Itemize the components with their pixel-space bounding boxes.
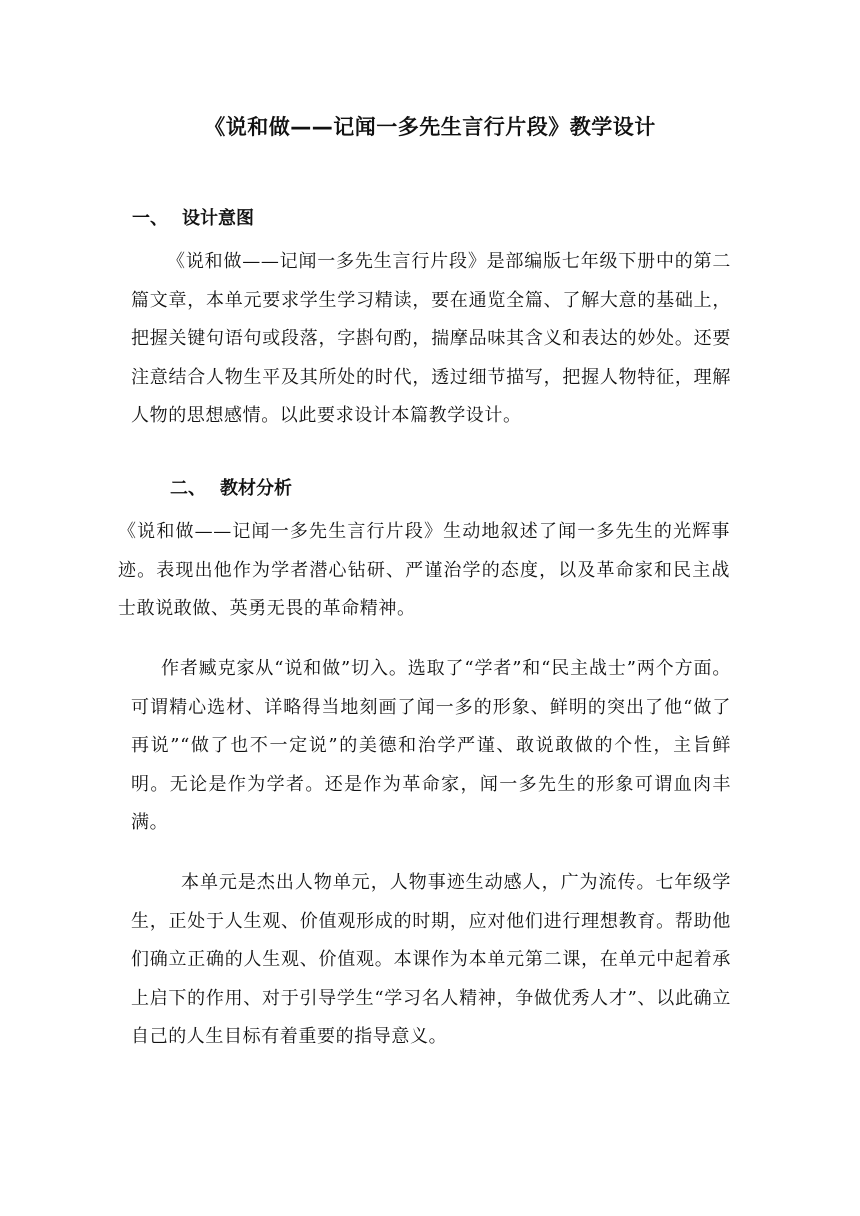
section-number: 一、 <box>132 208 168 229</box>
section-heading-text: 教材分析 <box>220 478 292 499</box>
section-heading-material-analysis <box>170 474 292 504</box>
paragraph-material-analysis-2: 作者臧克家从“说和做”切入。选取了“学者”和“民主战士”两个方面。可谓精心选材、详略得当地刻画了闻一多的形象、鲜明的突出了他“做了再说”“做了也不一定说”的美德和治学严谨、敢说敢做的个性，主旨鲜明。无论是作为学者。还是作为革命家，闻一多先生的形象可谓血肉丰满。 <box>131 658 731 833</box>
section-number: 二、 <box>170 478 206 499</box>
section-heading-text: 设计意图 <box>182 208 254 229</box>
document-title: 《说和做——记闻一多先生言行片段》教学设计 <box>204 115 656 139</box>
section-heading-design-intent <box>132 204 254 234</box>
paragraph-material-analysis-1: 《说和做——记闻一多先生言行片段》生动地叙述了闻一多先生的光辉事迹。表现出他作为学者潜心钻研、严谨治学的态度，以及革命家和民主战士敢说敢做、英勇无畏的革命精神。 <box>118 521 730 619</box>
paragraph-design-intent: 《说和做——记闻一多先生言行片段》是部编版七年级下册中的第二篇文章，本单元要求学生学习精读，要在通览全篇、了解大意的基础上，把握关键句语句或段落，字斟句酌，揣摩品味其含义和表达的妙处。还要注意结合人物生平及其所处的时代，透过细节描写，把握人物特征，理解人物的思想感情。以此要求设计本篇教学设计。 <box>131 251 731 426</box>
paragraph-material-analysis-3: 本单元是杰出人物单元，人物事迹生动感人，广为流传。七年级学生，正处于人生观、价值观形成的时期，应对他们进行理想教育。帮助他们确立正确的人生观、价值观。本课作为本单元第二课，在单元中起着承上启下的作用、对于引导学生“学习名人精神，争做优秀人才”、以此确立自己的人生目标有着重要的指导意义。 <box>131 872 731 1047</box>
